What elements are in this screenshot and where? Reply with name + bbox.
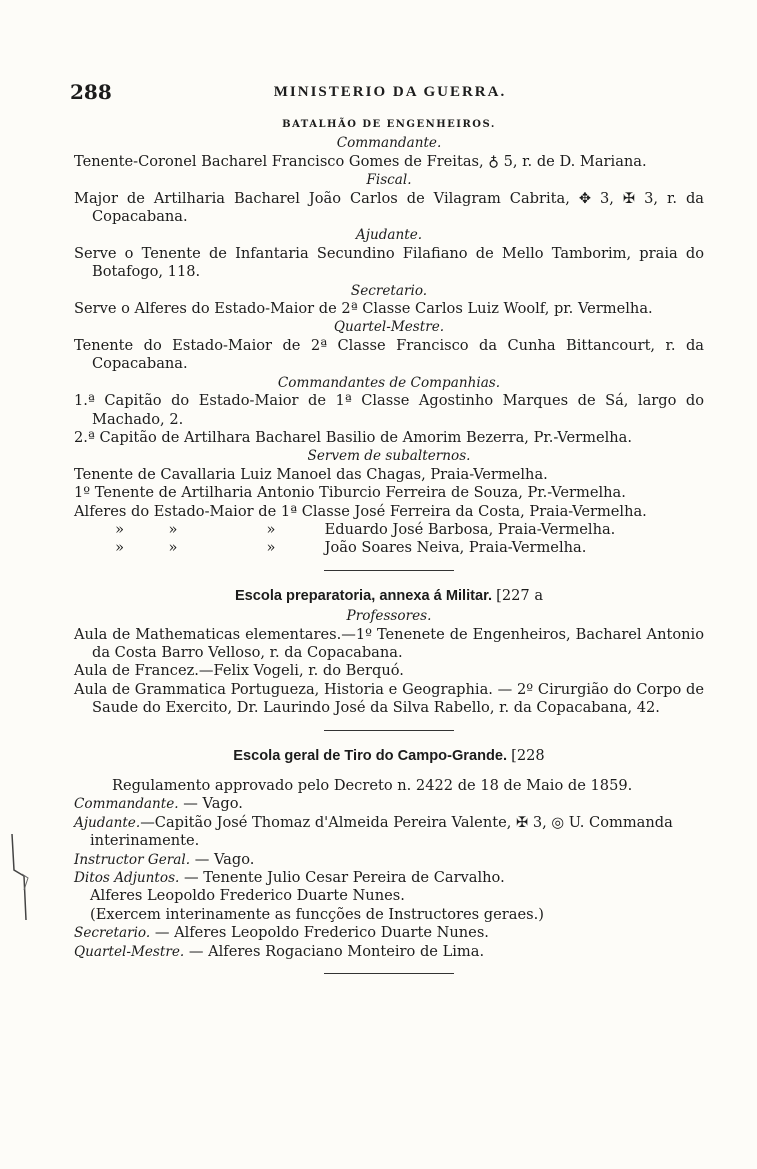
section-escola-tiro: [74, 747, 704, 961]
entry-label: Ditos Adjuntos.: [74, 870, 180, 887]
entry-line: Major de Artilharia Bacharel João Carlos de Vilagram Cabrita, ✥ 3, ✠ 3, r. da Copacabana.: [74, 189, 704, 226]
block-commandantes-companhias: [74, 374, 704, 448]
page-header: [70, 80, 710, 108]
entry-line: [74, 943, 704, 961]
block-secretario: [74, 282, 704, 319]
block-quartel-mestre: [74, 318, 704, 373]
entry-line: Serve o Alferes do Estado-Maior de 2ª Classe Carlos Luiz Woolf, pr. Vermelha.: [74, 300, 653, 318]
entry-text: — Alferes Rogaciano Monteiro de Lima.: [184, 942, 485, 960]
block-heading: Fiscal.: [366, 172, 412, 189]
block-heading: Ajudante.: [355, 227, 423, 244]
entry-text: —Capitão José Thomaz d'Almeida Pereira Valente, ✠ 3, ◎ U. Commanda interinamente.: [90, 813, 673, 850]
entry-label: Commandante.: [74, 796, 179, 813]
entry-line: Tenente-Coronel Bacharel Francisco Gomes de Freitas, ♁ 5, r. de D. Mariana.: [74, 152, 647, 170]
ditto-mark: »: [168, 520, 178, 538]
adjunto-extra: Alferes Leopoldo Frederico Duarte Nunes.: [90, 887, 405, 905]
entry-text: — Vago.: [178, 795, 243, 813]
block-heading: Servem de subalternos.: [307, 448, 471, 465]
block-heading: Secretario.: [350, 282, 428, 299]
entry-text: — Tenente Julio Cesar Pereira de Carvalho.: [179, 869, 505, 887]
adjuntos-note: (Exercem interinamente as funcções de Instructores geraes.): [90, 905, 544, 923]
ditto-row: [74, 539, 704, 557]
ditto-mark: »: [115, 539, 124, 557]
entry-line: Alferes do Estado-Maior de 1ª Classe José Ferreira da Costa, Praia-Vermelha.: [74, 502, 647, 520]
entry-line: [74, 814, 704, 851]
section-title-text: Escola geral de Tiro do Campo-Grande.: [233, 747, 508, 764]
block-fiscal: [74, 171, 704, 226]
entry-line: Aula de Mathematicas elementares.—1º Tenenete de Engenheiros, Bacharel Antonio da Costa Barro Velloso, r. da Copacabana.: [74, 625, 704, 661]
entry-label: Quartel-Mestre.: [74, 943, 185, 960]
running-title: MINISTERIO DA GUERRA.: [273, 84, 507, 100]
entry-line: 1º Tenente de Artilharia Antonio Tiburcio Ferreira de Souza, Pr.-Vermelha.: [74, 484, 626, 502]
entry-line: Aula de Grammatica Portugueza, Historia e Geographia. — 2º Cirurgião do Corpo de Saude do Exercito, Dr. Laurindo José da Silva Rabello, r. da Copacabana, 42.: [74, 680, 704, 717]
ditto-mark: »: [266, 520, 276, 538]
section-title-batalhao: BATALHÃO DE ENGENHEIROS.: [282, 119, 496, 130]
regulamento-line: Regulamento approvado pelo Decreto n. 2422 de 18 de Maio de 1859.: [112, 777, 633, 794]
entry-text: — Alferes Leopoldo Frederico Duarte Nunes.: [150, 924, 489, 942]
page-edge-mark: [8, 830, 32, 925]
ditto-mark: »: [115, 520, 124, 538]
ditto-mark: »: [168, 539, 178, 557]
ditto-mark: »: [266, 539, 276, 557]
entry-line: 1.ª Capitão do Estado-Maior de 1ª Classe Agostinho Marques de Sá, largo do Machado, 2.: [74, 392, 704, 428]
entry-line: [74, 869, 704, 887]
block-subalternos: [74, 447, 704, 557]
section-number: [227 a: [496, 586, 544, 604]
entry-line: 2.ª Capitão de Artilhara Bacharel Basilio de Amorim Bezerra, Pr.-Vermelha.: [74, 428, 632, 446]
entry-text: — Vago.: [190, 850, 255, 868]
ditto-name: João Soares Neiva, Praia-Vermelha.: [324, 539, 587, 557]
block-commandante: [74, 134, 704, 171]
text-column: [74, 116, 704, 990]
entry-label: Secretario.: [74, 925, 151, 942]
entry-line: Serve o Tenente de Infantaria Secundino Filafiano de Mello Tamborim, praia do Botafogo, 118.: [74, 244, 704, 281]
entry-line: [74, 924, 704, 942]
section-title: [74, 587, 704, 605]
entry-line: Aula de Francez.—Felix Vogeli, r. do Berquó.: [74, 662, 404, 680]
entry-label: Instructor Geral.: [74, 851, 191, 868]
block-ajudante: [74, 226, 704, 281]
page-number: 288: [70, 80, 112, 104]
entry-line: [74, 795, 704, 813]
entry-label: Ajudante.: [74, 814, 141, 831]
section-escola-preparatoria: [74, 587, 704, 718]
ditto-row: [74, 521, 704, 539]
section-divider: [324, 973, 454, 974]
block-heading: Commandantes de Companhias.: [277, 374, 501, 391]
entry-line: [74, 851, 704, 869]
block-heading: Professores.: [346, 608, 432, 625]
block-heading: Quartel-Mestre.: [333, 319, 445, 336]
section-divider: [324, 730, 454, 731]
section-divider: [324, 570, 454, 571]
entry-line: Tenente de Cavallaria Luiz Manoel das Chagas, Praia-Vermelha.: [74, 465, 548, 483]
entry-line: Tenente do Estado-Maior de 2ª Classe Francisco da Cunha Bittancourt, r. da Copacabana.: [74, 336, 704, 373]
section-title: [74, 747, 704, 765]
section-number: [228: [511, 746, 545, 764]
section-title-text: Escola preparatoria, annexa á Militar.: [234, 587, 493, 604]
block-heading: Commandante.: [336, 135, 442, 152]
ditto-name: Eduardo José Barbosa, Praia-Vermelha.: [324, 520, 616, 538]
